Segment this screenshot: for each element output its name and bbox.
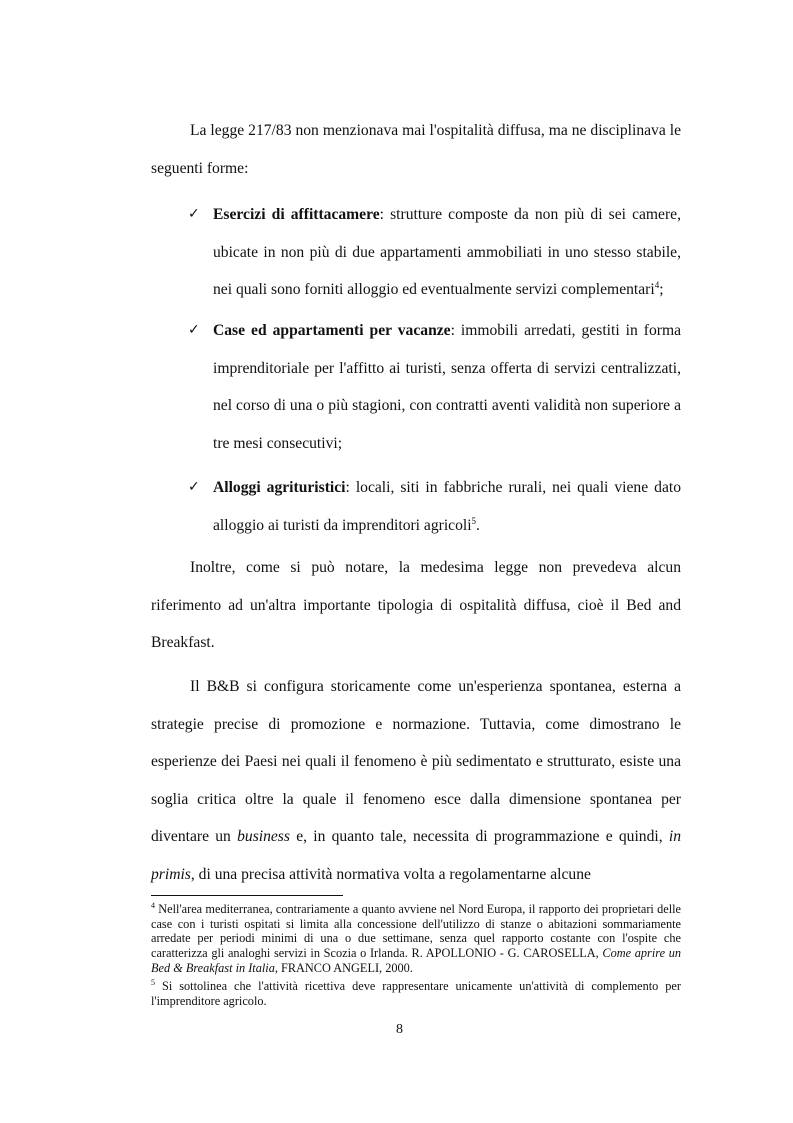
- footnote-text: Si sottolinea che l'attività ricettiva deve rappresentare unicamente un'attività di complemento per l'imprenditore agricolo.: [151, 979, 681, 1008]
- footnote-4: [151, 902, 681, 976]
- list-item-text: : locali, siti in fabbriche rurali, nei quali viene dato alloggio ai turisti da imprenditori agricoli: [213, 479, 681, 534]
- checkmark-icon: ✓: [188, 322, 200, 338]
- list-item: [188, 196, 681, 309]
- footnote-ref: 5: [471, 515, 477, 526]
- paragraph-intro-text: La legge 217/83 non menzionava mai l'ospitalità diffusa, ma ne disciplinava le seguenti forme:: [151, 122, 681, 177]
- list-item-term: Case ed appartamenti per vacanze: [213, 322, 451, 339]
- footnote-text: , FRANCO ANGELI, 2000.: [274, 960, 413, 975]
- paragraph-intro: [151, 112, 681, 187]
- paragraph-text: Inoltre, come si può notare, la medesima legge non prevedeva alcun riferimento ad un'altra importante tipologia di ospitalità diffusa, cioè il Bed and Breakfast.: [151, 559, 681, 651]
- footnote-5: [151, 979, 681, 1008]
- footnote-book-title: Come aprire un Bed & Breakfast in Italia: [151, 946, 681, 975]
- paragraph-bb-configuration: [151, 668, 681, 893]
- page-number: 8: [396, 1022, 403, 1037]
- list-item-text: : immobili arredati, gestiti in forma imprenditoriale per l'affitto ai turisti, senza offerta di servizi centralizzati, nel corso di una o più stagioni, con contratti aventi validità non superiore a tre mesi consecutivi;: [213, 322, 681, 452]
- paragraph-text: e, in quanto tale, necessita di programmazione e quindi,: [289, 828, 669, 845]
- italic-term: business: [237, 828, 290, 845]
- footnote-separator: [151, 895, 343, 896]
- paragraph-text: Il B&B si configura storicamente come un'esperienza spontanea, esterna a strategie precise di promozione e normazione. Tuttavia, come dimostrano le esperienze dei Paesi nei quali il fenomeno è più sedimentato e strutturato, esiste una soglia critica oltre la quale il fenomeno esce dalla dimensione spontanea per diventare un: [151, 678, 681, 845]
- list-item-term: Esercizi di affittacamere: [213, 206, 380, 223]
- paragraph-bed-and-breakfast: [151, 549, 681, 662]
- footnote-number: 5: [151, 978, 155, 987]
- list-item-tail: ;: [659, 281, 664, 298]
- list-item: [188, 312, 681, 462]
- italic-term: in primis: [151, 828, 682, 883]
- footnote-ref: 4: [654, 280, 660, 290]
- footnote-number: 4: [151, 901, 155, 910]
- list-item-term: Alloggi agrituristici: [213, 479, 346, 496]
- paragraph-text: , di una precisa attività normativa volta a regolamentarne alcune: [190, 865, 591, 883]
- list-item-text: : strutture composte da non più di sei camere, ubicate in non più di due appartamenti ammobiliati in uno stesso stabile, nei quali sono forniti alloggio ed eventualmente servizi complementari: [213, 206, 681, 298]
- list-item: [188, 469, 681, 544]
- list-item-tail: .: [476, 516, 480, 534]
- checkmark-icon: ✓: [188, 206, 200, 222]
- checkmark-icon: ✓: [188, 479, 200, 495]
- footnote-text: Nell'area mediterranea, contrariamente a quanto avviene nel Nord Europa, il rapporto dei proprietari delle case con i turisti ospitati si limita alla concessione dell'utilizzo di stanze o abitazioni sommariamente arredate per periodi minimi di una o due settimane, senza quel rapporto costante con l'ospite che caratterizza gli analoghi servizi in Scozia o Irlanda. R. APOLLONIO - G. CAROSELLA,: [151, 902, 681, 961]
